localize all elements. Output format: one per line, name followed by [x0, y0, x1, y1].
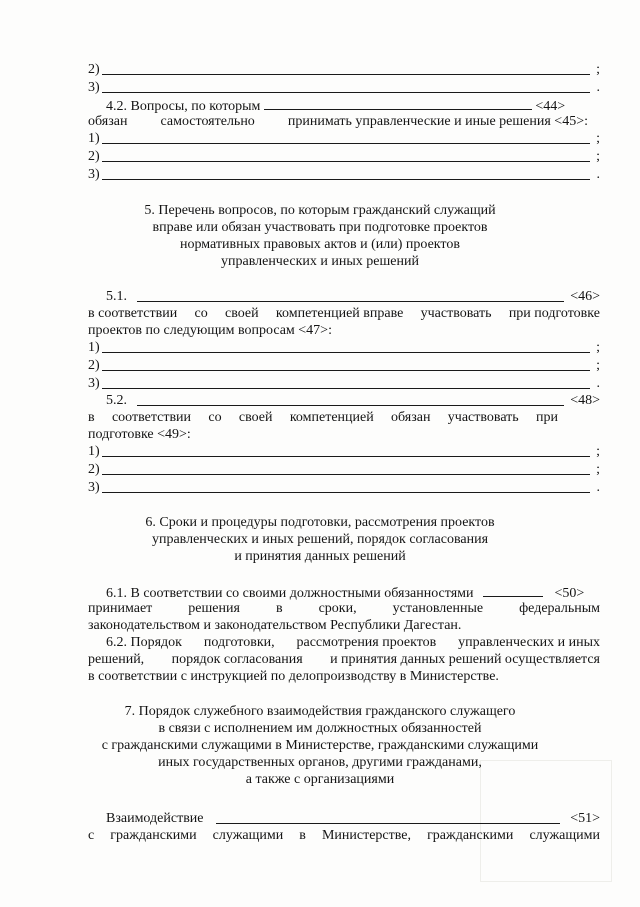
- para-4-2-label: 4.2. Вопросы, по которым: [106, 99, 261, 114]
- section-5-heading-1: 5. Перечень вопросов, по которым гражданский служащий: [144, 203, 496, 218]
- blank-line-5-2-1: [88, 444, 600, 460]
- para-6-2-line2: [88, 652, 600, 668]
- inline-blank: [264, 97, 532, 110]
- para-6-1-text: 6.1. В соответствии со своими должностными обязанностями: [106, 586, 474, 601]
- period: .: [596, 167, 600, 182]
- para-5-1-line3: проектов по следующим вопросам <47>:: [88, 323, 332, 338]
- underline: [102, 351, 590, 353]
- underline: [102, 455, 590, 457]
- para-5-1-line2: [88, 306, 600, 322]
- underline: [137, 300, 564, 302]
- footnote-ref: <51>: [570, 811, 600, 826]
- blank-line-5-1-3: [88, 376, 600, 392]
- footnote-ref: <44>: [535, 99, 566, 114]
- inline-blank: [483, 584, 543, 597]
- word: принимает: [88, 601, 153, 616]
- item-number: 3): [88, 167, 100, 182]
- blank-line-4-2-3: [88, 167, 600, 183]
- item-number: 2): [88, 462, 100, 477]
- footnote-ref: <48>: [570, 393, 600, 408]
- para-5-2-line2: [88, 410, 558, 426]
- word: Министерстве,: [321, 828, 411, 843]
- para-5-2: [106, 393, 600, 409]
- footnote-ref: <50>: [554, 586, 585, 601]
- underline: [102, 178, 590, 180]
- semicolon: ;: [596, 149, 600, 164]
- word: решения: [188, 601, 240, 616]
- word: в: [299, 828, 306, 843]
- blank-line-5-2-3: [88, 480, 600, 496]
- underline: [102, 73, 590, 75]
- word: федеральным: [519, 601, 600, 616]
- section-5-heading-3: нормативных правовых актов и (или) проектов: [180, 237, 460, 252]
- item-number: 1): [88, 340, 100, 355]
- section-7-heading-2: в связи с исполнением им должностных обязанностей: [158, 721, 482, 736]
- para-5-2-line3: подготовке <49>:: [88, 427, 191, 442]
- para-7-interaction: [106, 811, 600, 827]
- section-7-heading-4: иных государственных органов, другими гражданами,: [158, 755, 482, 770]
- underline: [102, 387, 590, 389]
- section-6-heading-3: и принятия данных решений: [234, 549, 406, 564]
- word: служащими: [212, 828, 284, 843]
- word: со: [194, 306, 208, 321]
- word: обязан: [391, 410, 431, 425]
- word: порядок согласования: [171, 652, 303, 667]
- section-5-heading-4: управленческих и иных решений: [220, 254, 419, 269]
- para-4-2: [106, 97, 565, 115]
- para-6-1: [106, 584, 584, 602]
- word: при: [536, 410, 558, 425]
- underline: [102, 473, 590, 475]
- para-6-1-line2: [88, 601, 600, 617]
- blank-line-4-1-3: [88, 80, 600, 96]
- item-number: 1): [88, 444, 100, 459]
- word: соответствии: [111, 410, 192, 425]
- word: подготовки,: [203, 635, 275, 650]
- blank-line-5-1-2: [88, 358, 600, 374]
- item-number: 2): [88, 358, 100, 373]
- word: своей: [225, 306, 259, 321]
- section-6-heading-1: 6. Сроки и процедуры подготовки, рассмотрения проектов: [145, 515, 495, 530]
- word: 6.2. Порядок: [106, 635, 182, 650]
- blank-line-4-1-2: [88, 62, 600, 78]
- item-number: 2): [88, 149, 100, 164]
- blank-line-4-2-2: [88, 149, 600, 165]
- para-6-1-line3: законодательством и законодательством Республики Дагестан.: [88, 618, 462, 633]
- word: при подготовке: [508, 306, 600, 321]
- para-6-2-line3: в соответствии с инструкцией по делопроизводству в Министерстве.: [88, 669, 499, 684]
- word: со: [208, 410, 222, 425]
- item-number: 1): [88, 131, 100, 146]
- para-6-2-line1: [106, 635, 600, 651]
- word: сроки,: [318, 601, 357, 616]
- word: в соответствии: [88, 306, 178, 321]
- semicolon: ;: [596, 462, 600, 477]
- section-7-heading-5: а также с организациями: [245, 772, 395, 787]
- word: и принятия данных решений осуществляется: [330, 652, 600, 667]
- item-number: 3): [88, 480, 100, 495]
- period: .: [596, 80, 600, 95]
- underline: [137, 404, 564, 406]
- word: самостоятельно: [160, 114, 255, 129]
- blank-line-4-2-1: [88, 131, 600, 147]
- semicolon: ;: [596, 444, 600, 459]
- word: гражданскими: [427, 828, 514, 843]
- blank-line-5-1-1: [88, 340, 600, 356]
- footnote-ref: <46>: [570, 289, 600, 304]
- para-4-2-line2: [88, 114, 588, 130]
- para-5-1-label: 5.1.: [106, 289, 127, 304]
- blank-line-5-2-2: [88, 462, 600, 478]
- section-7-heading-1: 7. Порядок служебного взаимодействия гражданского служащего: [124, 704, 516, 719]
- word: управленческих и иных: [458, 635, 600, 650]
- underline: [102, 160, 590, 162]
- semicolon: ;: [596, 340, 600, 355]
- underline: [102, 91, 590, 93]
- word: в: [88, 410, 95, 425]
- para-5-1: [106, 289, 600, 305]
- word: своей: [238, 410, 273, 425]
- section-6-heading-2: управленческих и иных решений, порядок согласования: [151, 532, 489, 547]
- word: в: [275, 601, 283, 616]
- section-7-heading-3: с гражданскими служащими в Министерстве, гражданскими служащими: [101, 738, 539, 753]
- underline: [216, 822, 560, 824]
- word: решений,: [88, 652, 145, 667]
- word: компетенцией вправе: [275, 306, 404, 321]
- word: компетенцией: [289, 410, 374, 425]
- para-5-2-label: 5.2.: [106, 393, 127, 408]
- underline: [102, 491, 590, 493]
- underline: [102, 369, 590, 371]
- section-5-heading-2: вправе или обязан участвовать при подготовке проектов: [152, 220, 488, 235]
- word: с: [88, 828, 95, 843]
- semicolon: ;: [596, 358, 600, 373]
- semicolon: ;: [596, 62, 600, 77]
- semicolon: ;: [596, 131, 600, 146]
- word: рассмотрения проектов: [296, 635, 437, 650]
- interaction-label: Взаимодействие: [106, 811, 204, 826]
- word: обязан: [88, 114, 128, 129]
- word: служащими: [529, 828, 600, 843]
- period: .: [596, 480, 600, 495]
- period: .: [596, 376, 600, 391]
- item-number: 2): [88, 62, 100, 77]
- word: установленные: [392, 601, 484, 616]
- word: участвовать: [420, 306, 492, 321]
- item-number: 3): [88, 376, 100, 391]
- word: гражданскими: [110, 828, 197, 843]
- word: участвовать: [447, 410, 519, 425]
- item-number: 3): [88, 80, 100, 95]
- word: принимать управленческие и иные решения <45>:: [287, 114, 588, 129]
- underline: [102, 142, 590, 144]
- para-7-line2: [88, 828, 600, 844]
